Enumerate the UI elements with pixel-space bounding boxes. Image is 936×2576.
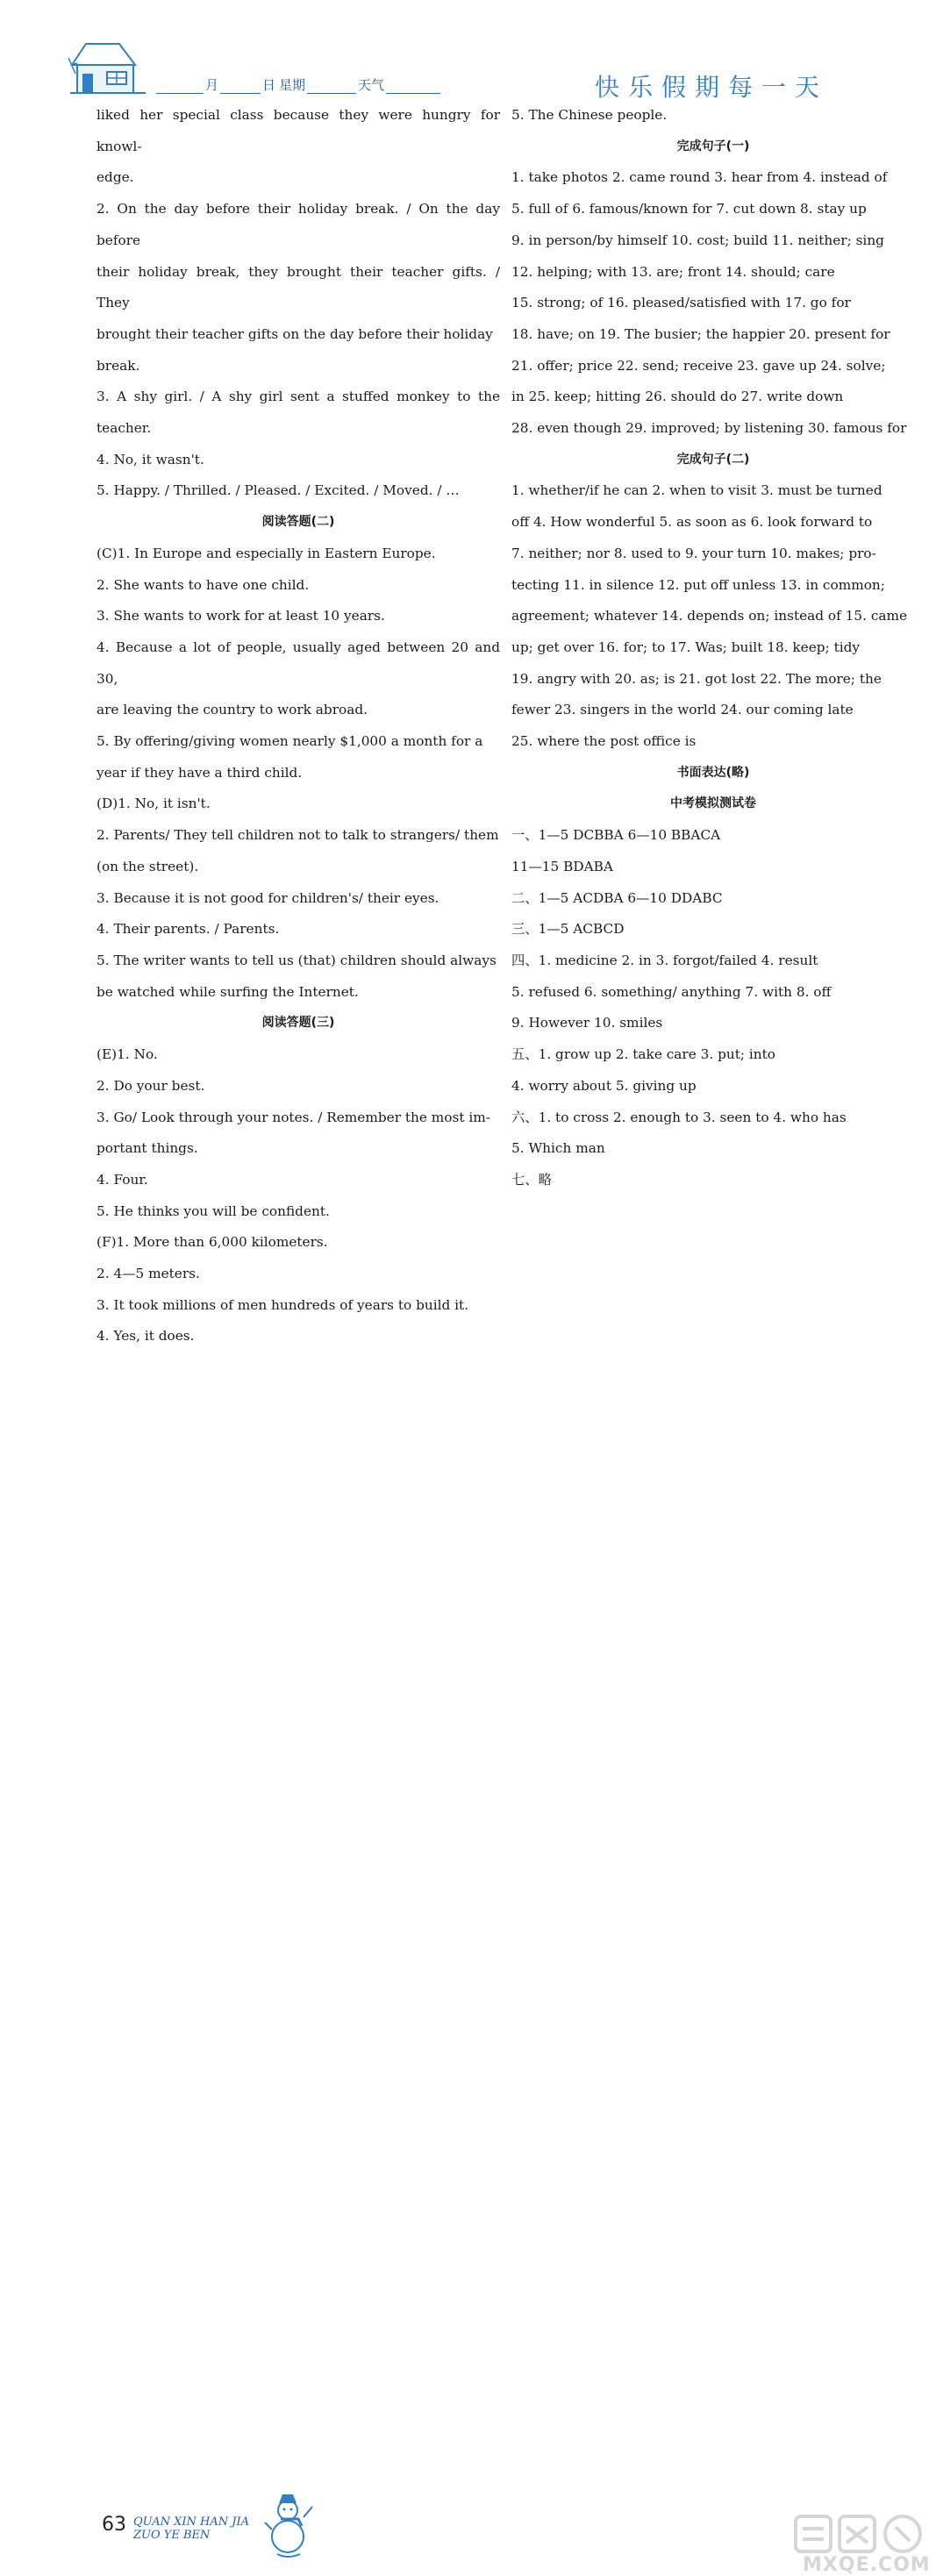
answer-line: 25. where the post office is (511, 733, 697, 750)
day-label: 日 (262, 77, 276, 93)
watermark-text: MXQE.COM (803, 2554, 931, 2576)
answer-line: 3. A shy girl. / A shy girl sent a stuffed monkey to the teacher. (96, 389, 500, 437)
page-number: 63 (102, 2514, 126, 2536)
answer-line: (C)1. In Europe and especially in Eastern Europe. (96, 545, 436, 561)
answer-line: 4. worry about 5. giving up (511, 1077, 697, 1094)
week-label: 星期 (279, 77, 306, 93)
date-fields (156, 75, 440, 95)
answer-line: 五、1. grow up 2. take care 3. put; into (511, 1046, 776, 1063)
answer-line: 9. in person/by himself 10. cost; build 11. neither; sing (511, 232, 884, 248)
answer-line: 5. Happy. / Thrilled. / Pleased. / Excited. / Moved. / … (96, 482, 460, 499)
snowman-icon (263, 2491, 316, 2561)
answer-line: 3. It took millions of men hundreds of years to build it. (96, 1296, 469, 1313)
left-column (96, 100, 500, 1352)
answer-line: 7. neither; nor 8. used to 9. your turn 10. makes; pro- (511, 545, 876, 561)
answer-line: 2. On the day before their holiday break. / On the day before (96, 201, 500, 248)
answer-line: be watched while surfing the Internet. (96, 983, 359, 1000)
answer-line: 5. By offering/giving women nearly $1,000 a month for a (96, 733, 483, 750)
answer-line: 六、1. to cross 2. enough to 3. seen to 4. who has (511, 1109, 847, 1125)
week-blank[interactable] (307, 79, 356, 94)
section-heading: 阅读答题(三) (261, 1016, 335, 1031)
answer-line: 一、1—5 DCBBA 6—10 BBACA (511, 827, 721, 844)
watermark-logo-icon (794, 2513, 925, 2555)
answer-line: 19. angry with 20. as; is 21. got lost 22. The more; the (511, 670, 882, 687)
answer-line: 9. However 10. smiles (511, 1015, 663, 1031)
answer-line: 1. whether/if he can 2. when to visit 3. must be turned (511, 482, 882, 499)
answer-line: their holiday break, they brought their teacher gifts. / They (96, 263, 500, 311)
answer-line: 5. He thinks you will be confident. (96, 1202, 330, 1219)
answer-line: 1. take photos 2. came round 3. hear from 4. instead of (511, 169, 888, 186)
section-heading: 完成句子(一) (676, 139, 750, 153)
answer-line: 12. helping; with 13. are; front 14. should; care (511, 263, 835, 280)
answer-line: 5. refused 6. something/ anything 7. with 8. off (511, 983, 832, 1000)
answer-line: 4. No, it wasn't. (96, 451, 204, 467)
answer-line: 三、1—5 ACBCD (511, 921, 625, 938)
answer-line: 4. Their parents. / Parents. (96, 921, 280, 938)
answer-line: 四、1. medicine 2. in 3. forgot/failed 4. result (511, 952, 818, 968)
answer-line: 二、1—5 ACDBA 6—10 DDABC (511, 889, 723, 906)
snow-house-icon (68, 39, 147, 96)
section-heading: 阅读答题(二) (261, 515, 335, 530)
answer-line: off 4. How wonderful 5. as soon as 6. look forward to (511, 514, 873, 531)
answer-line: in 25. keep; hitting 26. should do 27. write down (511, 389, 844, 405)
answer-line: liked her special class because they were hungry for knowl- (96, 107, 500, 154)
answer-line: 4. Four. (96, 1171, 148, 1188)
answer-line: 5. The writer wants to tell us (that) children should always (96, 952, 497, 968)
month-label: 月 (205, 77, 219, 93)
series-name (133, 2515, 282, 2542)
answer-line: (on the street). (96, 858, 199, 874)
answer-line: 5. Which man (511, 1140, 605, 1157)
answer-line: up; get over 16. for; to 17. Was; built 18. keep; tidy (511, 639, 861, 655)
month-blank[interactable] (156, 79, 204, 94)
header-motto: 快乐假期每一天 (595, 73, 829, 102)
series-line-2: ZUO YE BEN (133, 2529, 211, 2542)
section-heading: 书面表达(略) (676, 765, 750, 780)
answer-line: 4. Yes, it does. (96, 1328, 195, 1345)
answer-line: 15. strong; of 16. pleased/satisfied with 17. go for (511, 295, 851, 311)
answer-line: agreement; whatever 14. depends on; instead of 15. came (511, 608, 908, 624)
answer-line: 4. Because a lot of people, usually aged between 20 and 30, (96, 639, 500, 687)
answer-line: 2. Parents/ They tell children not to talk to strangers/ them (96, 827, 499, 844)
answer-line: 11—15 BDABA (511, 858, 613, 874)
answer-line: 2. She wants to have one child. (96, 576, 310, 593)
answer-line: edge. (96, 169, 134, 186)
series-line-1: QUAN XIN HAN JIA (133, 2515, 249, 2529)
day-blank[interactable] (220, 79, 261, 94)
answer-line: 3. Because it is not good for children's/ their eyes. (96, 889, 439, 906)
answer-line: 2. Do your best. (96, 1077, 205, 1094)
answer-line: 3. Go/ Look through your notes. / Remember the most im- (96, 1109, 490, 1125)
answer-line: 2. 4—5 meters. (96, 1266, 200, 1282)
page-header (0, 0, 936, 105)
answer-line: year if they have a third child. (96, 764, 303, 781)
answer-line: 21. offer; price 22. send; receive 23. gave up 24. solve; (511, 357, 886, 374)
answer-line: 3. She wants to work for at least 10 years. (96, 608, 385, 624)
weather-label: 天气 (358, 77, 385, 93)
answer-line: 18. have; on 19. The busier; the happier 20. present for (511, 325, 890, 342)
answer-line: break. (96, 357, 140, 374)
answer-line: (D)1. No, it isn't. (96, 796, 211, 812)
weather-blank[interactable] (386, 79, 440, 94)
answer-line: 5. The Chinese people. (511, 107, 668, 123)
answer-line: tecting 11. in silence 12. put off unless 13. in common; (511, 576, 885, 593)
answer-line: fewer 23. singers in the world 24. our coming late (511, 702, 854, 718)
right-column (511, 100, 915, 1196)
answer-line: 5. full of 6. famous/known for 7. cut down 8. stay up (511, 201, 867, 218)
answer-line: brought their teacher gifts on the day before their holiday (96, 325, 493, 342)
answer-line: (F)1. More than 6,000 kilometers. (96, 1234, 328, 1251)
section-heading: 中考模拟测试卷 (670, 796, 756, 811)
answer-line: portant things. (96, 1140, 198, 1157)
answer-line: 七、略 (511, 1171, 552, 1188)
section-heading: 完成句子(二) (676, 452, 750, 467)
page-footer (0, 1237, 936, 2576)
answer-line: are leaving the country to work abroad. (96, 702, 368, 718)
answer-line: (E)1. No. (96, 1046, 158, 1063)
answer-line: 28. even though 29. improved; by listening 30. famous for (511, 420, 907, 437)
